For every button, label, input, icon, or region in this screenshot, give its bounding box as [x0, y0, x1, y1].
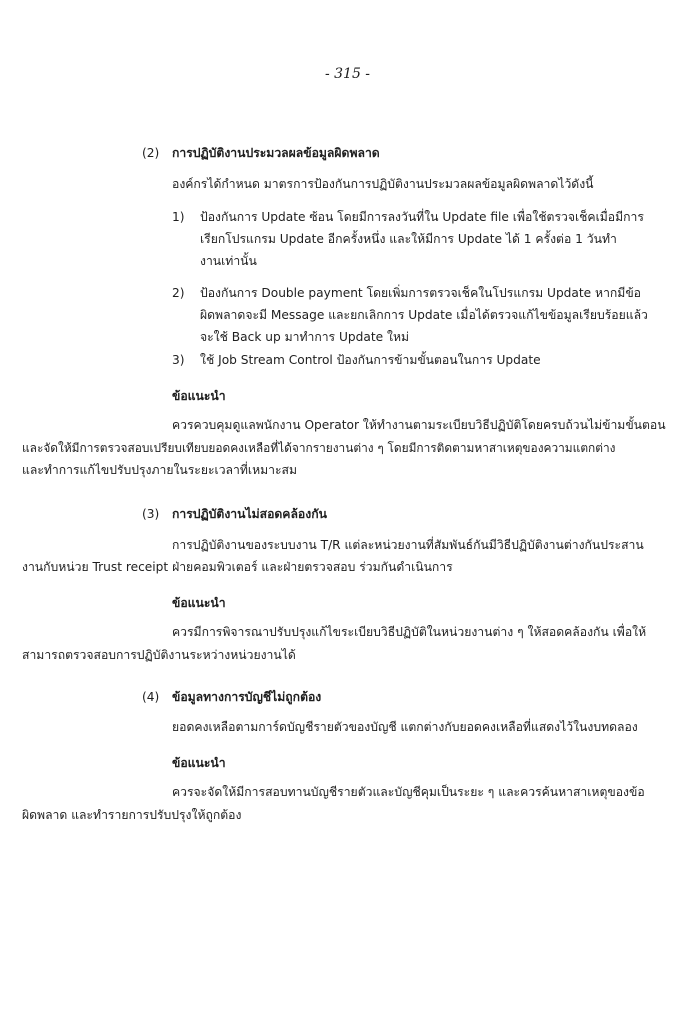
section-4-recommendation-line-1: ควรจะจัดให้มีการสอบทานบัญชีรายตัวและบัญชีคุมเป็นระยะ ๆ และควรค้นหาสาเหตุของข้อ — [172, 785, 645, 799]
section-4-number: (4) — [142, 690, 160, 704]
item-1-line-2: เรียกโปรแกรม Update อีกครั้งหนึ่ง และให้มีการ Update ได้ 1 ครั้งต่อ 1 วันทำ — [200, 232, 617, 246]
section-3-recommendation-line-1: ควรมีการพิจารณาปรับปรุงแก้ไขระเบียบวิธีปฏิบัติในหน่วยงานต่าง ๆ ให้สอดคล้องกัน เพื่อให้ — [172, 625, 647, 639]
section-3-body-line-1: การปฏิบัติงานของระบบงาน T/R แต่ละหน่วยงานที่สัมพันธ์กันมีวิธีปฏิบัติงานต่างกันประสาน — [172, 538, 644, 552]
section-4-heading: ข้อมูลทางการบัญชีไม่ถูกต้อง — [172, 690, 322, 704]
section-4-body-line-1: ยอดคงเหลือตามการ์ดบัญชีรายตัวของบัญชี แตกต่างกับยอดคงเหลือที่แสดงไว้ในงบทดลอง — [172, 720, 638, 734]
page-number: - 315 - — [324, 66, 371, 82]
section-3-number: (3) — [142, 507, 160, 521]
item-2-number: 2) — [172, 286, 185, 300]
section-3-heading: การปฏิบัติงานไม่สอดคล้องกัน — [172, 507, 327, 521]
section-2-heading: การปฏิบัติงานประมวลผลข้อมูลผิดพลาด — [172, 146, 380, 160]
section-4-recommendation-line-2: ผิดพลาด และทำรายการปรับปรุงให้ถูกต้อง — [22, 808, 242, 822]
section-3-recommendation-line-2: สามารถตรวจสอบการปฏิบัติงานระหว่างหน่วยงานได้ — [22, 648, 296, 662]
section-4-recommendation-label: ข้อแนะนำ — [172, 756, 226, 770]
item-1-line-1: ป้องกันการ Update ซ้อน โดยมีการลงวันที่ใน Update file เพื่อใช้ตรวจเช็คเมื่อมีการ — [200, 210, 644, 224]
section-3-recommendation-label: ข้อแนะนำ — [172, 596, 226, 610]
item-3-number: 3) — [172, 353, 185, 367]
section-3-body-line-2: งานกับหน่วย Trust receipt ฝ่ายคอมพิวเตอร์ และฝ่ายตรวจสอบ ร่วมกันดำเนินการ — [22, 560, 453, 574]
section-2-recommendation-line-1: ควรควบคุมดูแลพนักงาน Operator ให้ทำงานตามระเบียบวิธีปฏิบัติโดยครบถ้วนไม่ข้ามขั้นตอน — [172, 418, 666, 432]
section-2-recommendation-line-3: และทำการแก้ไขปรับปรุงภายในระยะเวลาที่เหมาะสม — [22, 463, 297, 477]
item-2-line-1: ป้องกันการ Double payment โดยเพิ่มการตรวจเช็คในโปรแกรม Update หากมีข้อ — [200, 286, 641, 300]
item-1-line-3: งานเท่านั้น — [200, 254, 257, 268]
item-2-line-3: จะใช้ Back up มาทำการ Update ใหม่ — [200, 330, 410, 344]
section-2-recommendation-label: ข้อแนะนำ — [172, 389, 226, 403]
item-1-number: 1) — [172, 210, 185, 224]
section-2-recommendation-line-2: และจัดให้มีการตรวจสอบเปรียบเทียบยอดคงเหลือที่ได้จากรายงานต่าง ๆ โดยมีการติดตามหาสาเหตุของความแตกต่าง — [22, 441, 616, 455]
item-2-line-2: ผิดพลาดจะมี Message และยกเลิกการ Update เมื่อได้ตรวจแก้ไขข้อมูลเรียบร้อยแล้ว — [200, 308, 648, 322]
section-2-intro: องค์กรได้กำหนด มาตรการป้องกันการปฏิบัติงานประมวลผลข้อมูลผิดพลาดไว้ดังนี้ — [172, 177, 594, 191]
section-2-number: (2) — [142, 146, 160, 160]
item-3-line-1: ใช้ Job Stream Control ป้องกันการข้ามขั้นตอนในการ Update — [200, 353, 541, 367]
